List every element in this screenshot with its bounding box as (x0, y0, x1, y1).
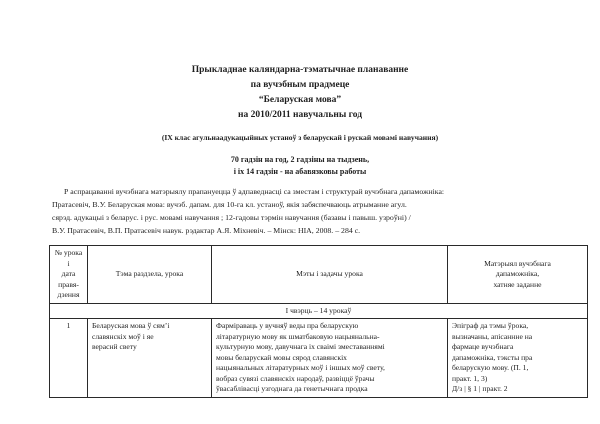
header-goals-line: Мэты і задачы урока (296, 269, 363, 278)
topic-line: Беларуская мова ў сям’і (92, 321, 170, 330)
class-note: (IX клас агульнаадукацыйных устаноў з беларускай і рускай мовамі навучання) (161, 133, 439, 142)
goals-line: ўвасаблівасці узгоднага да генетычнага продка (216, 384, 368, 393)
topic-line: вераснй свету (92, 342, 137, 351)
document-title-line-3: “Беларуская мова” (258, 95, 342, 105)
lesson-material (448, 319, 588, 398)
hours-line-1: 70 гадзін на год, 2 гадзіны на тыдзень, (230, 155, 370, 164)
material-line: вызначаны, апісаннне на (452, 331, 533, 341)
intro-line-1: Р аспрацаванні вучэбнага матэрыялу прапануецца ў адпаведнасці са зместам і структурай вучэбнага дапаможніка: (64, 187, 445, 196)
header-num-line: дата (61, 269, 76, 278)
header-goals (212, 246, 448, 304)
quarter-row (50, 303, 588, 319)
header-num-line: дзення (57, 290, 80, 299)
goals-line: вобраз сувязі славянскіх народаў, развіццё ўрачы (216, 373, 375, 383)
header-material (448, 246, 588, 304)
material-line: Эпіграф да тэмы ўрока, (452, 321, 529, 330)
header-num-line: правя- (58, 279, 79, 289)
lesson-plan-table (49, 245, 588, 398)
lesson-goals (212, 319, 448, 398)
header-material-line: хатняе заданне (493, 279, 542, 289)
material-line: дапаможніка, тэксты пра (452, 352, 533, 362)
material-line: Д/з | § 1 | практ. 2 (452, 384, 508, 393)
header-material-line: Матэрыял вучэбнага (484, 258, 551, 268)
goals-line: нацыянальных літаратурных моў і іншых моў свету, (216, 363, 385, 372)
lesson-topic (88, 319, 212, 398)
header-topic (88, 246, 212, 304)
goals-line: культурную мову, давучнага іх сваімі зместаваннямі (216, 342, 385, 351)
document-title-line-4: на 2010/2011 навучальны год (237, 110, 363, 120)
material-line: беларускую мову. (П. 1, (452, 363, 529, 372)
goals-line: мовы беларускай мовы сярод славянскіх (216, 352, 347, 362)
header-num-line: № урока і (54, 248, 83, 268)
quarter-label: I чвэрць – 14 урокаў (50, 303, 588, 319)
lesson-number: 1 (50, 319, 88, 398)
material-line: практ. 1, 3) (452, 373, 488, 383)
intro-line-2: Пратасевіч, В.У. Беларуская мова: вучэб. дапам. для 10-га кл. устаноў, якія забяспечваюць атрыманне агул. (52, 200, 407, 209)
goals-line: літаратурную мову як шматбаковую нацыянальна- (216, 331, 380, 341)
intro-line-3: сярэд. адукацыі з беларус. і рус. мовамі навучання ; 12-гадовы тэрмін навучання (базавы і павыш. узроўні) / (52, 213, 411, 222)
topic-line: славянскіх моў і яе (92, 331, 154, 341)
header-lesson-number (50, 246, 88, 304)
document-title-line-2: па вучэбным прадмеце (250, 80, 350, 90)
goals-line: Фарміраваць у вучняў веды пра беларускую (216, 321, 359, 330)
table-header-row (50, 246, 588, 304)
intro-line-4: В.У. Пратасевіч, В.П. Пратасевіч навук. рэдактар А.Я. Міхневіч. – Мінск: НІА, 2008. – 284 с. (52, 226, 361, 235)
document-title-line-1: Прыкладнае каляндарна-тэматычнае планаванне (191, 65, 409, 75)
table-row (50, 319, 588, 398)
header-topic-line: Тэма раздзела, урока (115, 269, 184, 278)
header-material-line: дапаможніка, (495, 269, 540, 278)
hours-line-2: і іх 14 гадзін - на абавязковы работы (233, 167, 367, 176)
material-line: фармаце вучэбнага (452, 342, 514, 351)
